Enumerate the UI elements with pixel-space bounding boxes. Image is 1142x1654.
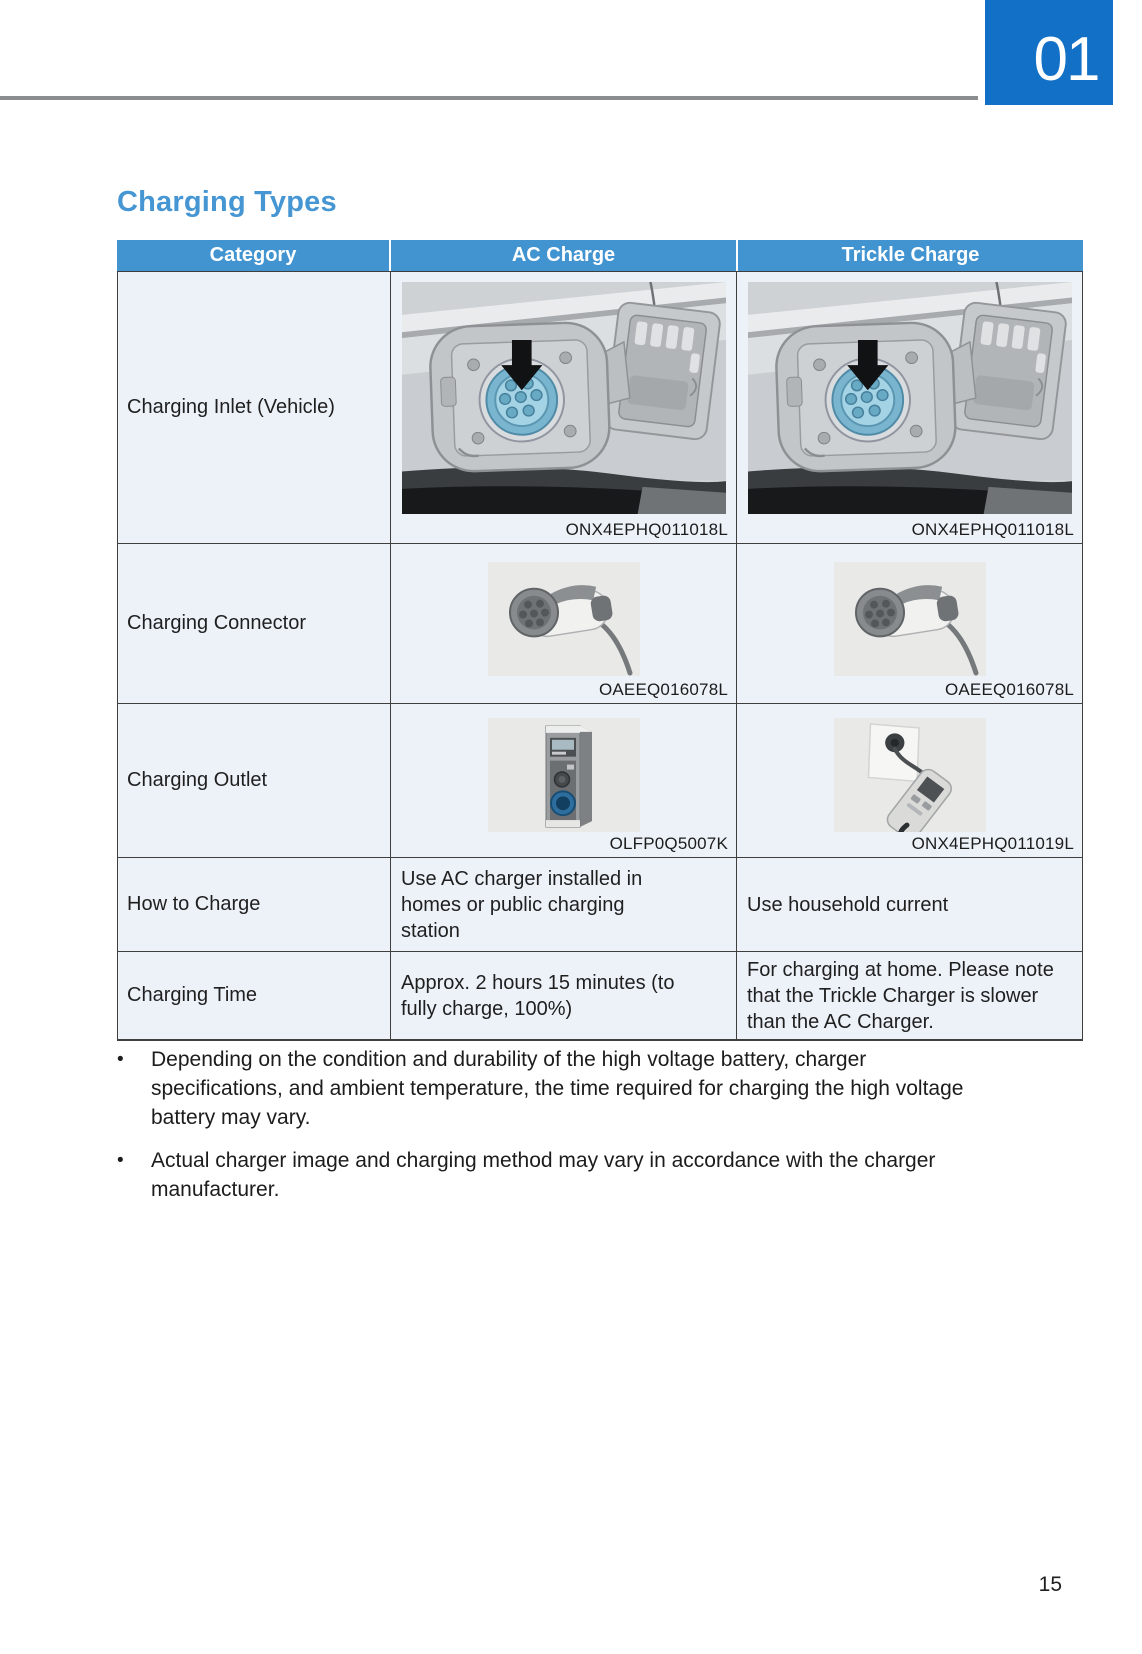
ac-how-to-charge-cell [391,858,737,951]
category-cell: Charging Time [118,952,391,1039]
cell-text: Use household current [747,893,949,916]
page-number: 15 [1038,1573,1062,1596]
photo-caption: ONX4EPHQ011019L [911,834,1074,853]
table-row-charging-inlet [118,272,1082,544]
ac-charging-outlet-photo [488,718,640,832]
table-row-charging-connector [118,544,1082,704]
ac-charge-inlet-cell [391,272,737,543]
header-divider [0,96,978,100]
photo-caption: OAEEQ016078L [598,680,728,699]
column-header-ac-charge: AC Charge [391,240,738,271]
trickle-charging-time-cell [737,952,1082,1039]
bullet-icon: • [117,1150,124,1171]
page-title: Charging Types [117,186,337,218]
notes-list [117,1045,1022,1218]
column-header-category: Category [117,240,391,271]
cell-text: Use AC charger installed in homes or public charging station [401,867,643,942]
ac-charge-connector-cell [391,544,737,703]
charging-connector-photo [488,562,640,676]
trickle-charge-outlet-cell [737,704,1082,857]
trickle-charge-inlet-cell [737,272,1082,543]
chapter-number: 01 [1033,25,1099,94]
photo-caption: OLFP0Q5007K [609,834,728,853]
trickle-charge-connector-cell [737,544,1082,703]
trickle-how-to-charge-cell [737,858,1082,951]
cell-text: Approx. 2 hours 15 minutes (to fully charge, 100%) [401,971,675,1020]
note-item [117,1146,1022,1204]
note-text: Depending on the condition and durability of the high voltage battery, charger specifications, and ambient temperature, the time required for charging the high voltage battery may vary. [151,1048,964,1129]
ac-charge-outlet-cell [391,704,737,857]
category-cell: Charging Outlet [118,704,391,857]
column-header-trickle-charge: Trickle Charge [738,240,1083,271]
charging-inlet-vehicle-photo [402,282,726,514]
table-row-charging-time [118,952,1082,1039]
charging-connector-photo [834,562,986,676]
note-text: Actual charger image and charging method may vary in accordance with the charger manufacturer. [151,1149,936,1201]
photo-caption: ONX4EPHQ011018L [565,520,728,539]
photo-caption: ONX4EPHQ011018L [911,520,1074,539]
table-row-how-to-charge [118,858,1082,952]
table-body [117,271,1083,1041]
category-cell: Charging Connector [118,544,391,703]
bullet-icon: • [117,1049,124,1070]
category-cell: How to Charge [118,858,391,951]
table-header-row [117,240,1083,271]
chapter-number-badge [985,0,1113,105]
ac-charging-time-cell [391,952,737,1039]
charging-inlet-vehicle-photo [748,282,1072,514]
category-cell: Charging Inlet (Vehicle) [118,272,391,543]
table-row-charging-outlet [118,704,1082,858]
charging-types-table [117,240,1083,1041]
trickle-charger-outlet-photo [834,718,986,832]
photo-caption: OAEEQ016078L [944,680,1074,699]
note-item [117,1045,1022,1132]
cell-text: For charging at home. Please note that the Trickle Charger is slower than the AC Charger. [747,958,1054,1033]
